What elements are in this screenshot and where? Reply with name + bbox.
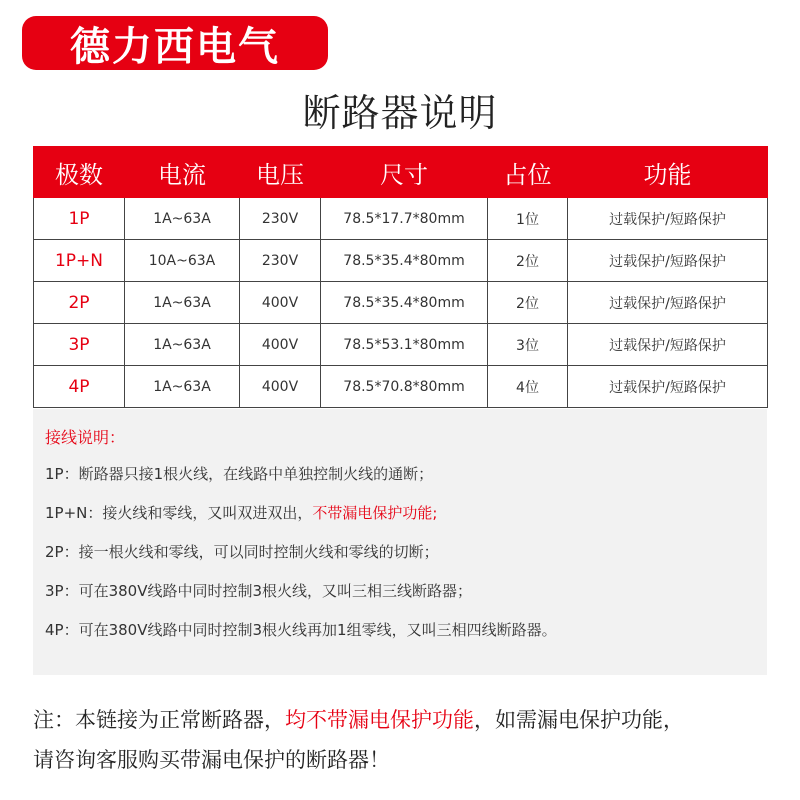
cell-current: 1A~63A <box>125 282 240 324</box>
wiring-line-2p <box>45 542 755 581</box>
cell-poles: 1P <box>34 198 125 240</box>
wiring-text: 1P：断路器只接1根火线，在线路中单独控制火线的通断； <box>45 465 434 483</box>
cell-function: 过载保护/短路保护 <box>568 198 768 240</box>
table-row <box>34 324 768 366</box>
cell-slots: 1位 <box>488 198 568 240</box>
header-poles: 极数 <box>34 147 125 198</box>
cell-function: 过载保护/短路保护 <box>568 282 768 324</box>
cell-size: 78.5*35.4*80mm <box>321 240 488 282</box>
table-header-row <box>34 147 768 198</box>
note-part2: ，如需漏电保护功能， <box>474 708 684 732</box>
cell-slots: 4位 <box>488 366 568 408</box>
wiring-line-3p <box>45 581 755 620</box>
wiring-heading: 接线说明： <box>45 428 126 447</box>
table-row <box>34 198 768 240</box>
footer-note-line-2: 请咨询客服购买带漏电保护的断路器！ <box>33 748 390 772</box>
cell-function: 过载保护/短路保护 <box>568 366 768 408</box>
cell-poles: 2P <box>34 282 125 324</box>
cell-size: 78.5*53.1*80mm <box>321 324 488 366</box>
cell-voltage: 400V <box>240 324 321 366</box>
cell-voltage: 400V <box>240 366 321 408</box>
table-row <box>34 240 768 282</box>
cell-current: 10A~63A <box>125 240 240 282</box>
cell-current: 1A~63A <box>125 366 240 408</box>
header-current: 电流 <box>125 147 240 198</box>
cell-poles: 4P <box>34 366 125 408</box>
cell-size: 78.5*70.8*80mm <box>321 366 488 408</box>
wiring-text: 3P：可在380V线路中同时控制3根火线，又叫三相三线断路器； <box>45 582 473 600</box>
wiring-text: 2P：接一根火线和零线，可以同时控制火线和零线的切断； <box>45 543 439 561</box>
wiring-text: 1P+N：接火线和零线，又叫双进双出， <box>45 504 313 522</box>
cell-function: 过载保护/短路保护 <box>568 240 768 282</box>
spec-table <box>33 146 768 408</box>
wiring-notes-panel <box>33 409 767 675</box>
header-voltage: 电压 <box>240 147 321 198</box>
wiring-line-1p <box>45 464 755 503</box>
header-size: 尺寸 <box>321 147 488 198</box>
header-slots: 占位 <box>488 147 568 198</box>
cell-current: 1A~63A <box>125 198 240 240</box>
note-highlight: 均不带漏电保护功能 <box>285 708 474 732</box>
cell-poles: 3P <box>34 324 125 366</box>
header-function: 功能 <box>568 147 768 198</box>
table-row <box>34 282 768 324</box>
cell-voltage: 230V <box>240 198 321 240</box>
cell-slots: 3位 <box>488 324 568 366</box>
cell-voltage: 400V <box>240 282 321 324</box>
table-row <box>34 366 768 408</box>
wiring-line-1p-n <box>45 503 755 542</box>
brand-logo <box>22 16 328 70</box>
cell-size: 78.5*17.7*80mm <box>321 198 488 240</box>
cell-function: 过载保护/短路保护 <box>568 324 768 366</box>
brand-name: 德力西电气 <box>70 23 280 70</box>
cell-voltage: 230V <box>240 240 321 282</box>
wiring-highlight: 不带漏电保护功能; <box>312 504 438 522</box>
cell-slots: 2位 <box>488 282 568 324</box>
cell-slots: 2位 <box>488 240 568 282</box>
wiring-line-4p <box>45 620 755 659</box>
cell-poles: 1P+N <box>34 240 125 282</box>
wiring-text: 4P：可在380V线路中同时控制3根火线再加1组零线，又叫三相四线断路器。 <box>45 621 557 639</box>
page-title: 断路器说明 <box>302 91 498 135</box>
cell-current: 1A~63A <box>125 324 240 366</box>
note-part1: 注：本链接为正常断路器， <box>33 708 285 732</box>
cell-size: 78.5*35.4*80mm <box>321 282 488 324</box>
footer-note-line-1 <box>33 700 773 740</box>
footer-note <box>33 700 773 780</box>
